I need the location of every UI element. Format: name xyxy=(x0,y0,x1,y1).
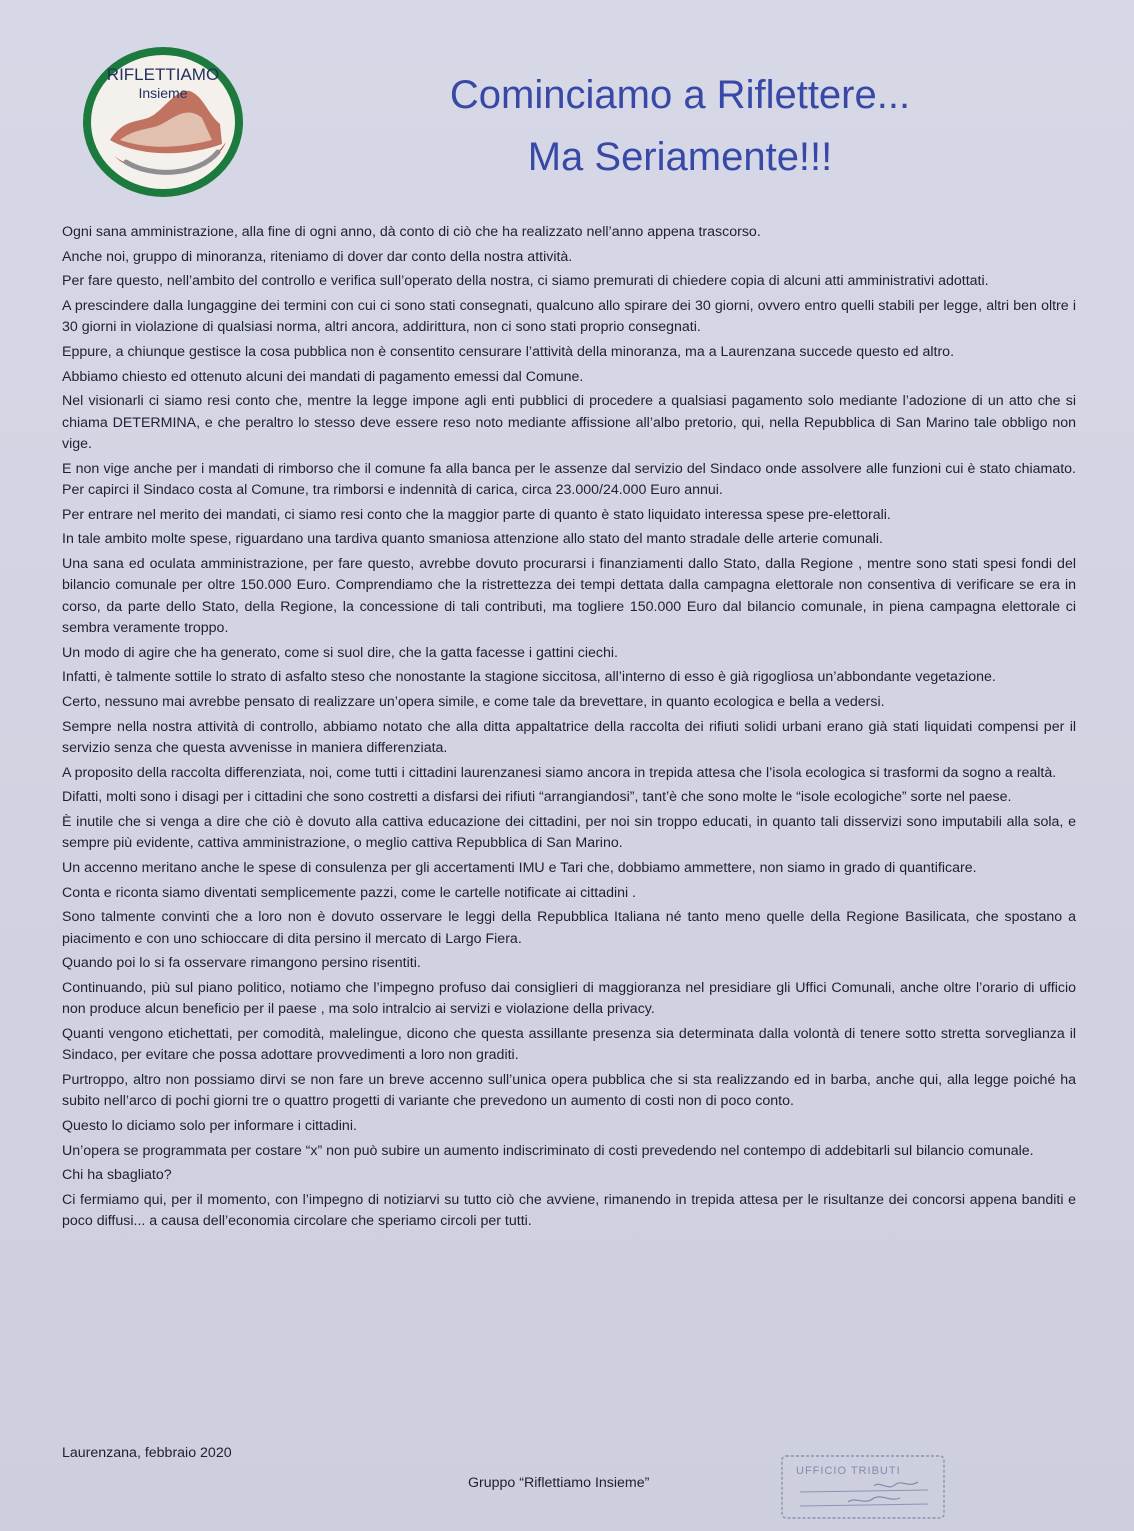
paragraph: In tale ambito molte spese, riguardano una tardiva quanto smaniosa attenzione allo stato del manto stradale delle arterie comunali. xyxy=(62,531,883,548)
logo-graphic xyxy=(80,44,246,200)
paragraph: Un modo di agire che ha generato, come si suol dire, che la gatta facesse i gattini ciechi. xyxy=(62,644,618,661)
paragraph: È inutile che si venga a dire che ciò è dovuto alla cattiva educazione dei cittadini, per noi sin troppo educati, in quanto tali disservizi sono imputabili alla sola, e sempre più evidente, cattiva amministrazione, o meglio cattiva Repubblica di San Marino. xyxy=(62,814,1076,852)
paragraph: Per entrare nel merito dei mandati, ci siamo resi conto che la maggior parte di quanto è stato liquidato interessa spese pre-elettorali. xyxy=(62,506,891,523)
place-date: Laurenzana, febbraio 2020 xyxy=(62,1445,232,1461)
paragraph: Quando poi lo si fa osservare rimangono persino risentiti. xyxy=(62,955,421,972)
paragraph: Continuando, più sul piano politico, notiamo che l’impegno profuso dai consiglieri di maggioranza nel presidiare gli Uffici Comunali, anche oltre l’orario di ufficio non produce alcun beneficio per il paese , ma solo intralcio ai servizi e violazione della privacy. xyxy=(62,980,1076,1018)
paragraph: E non vige anche per i mandati di rimborso che il comune fa alla banca per le assenze dal servizio del Sindaco onde assolvere alle funzioni cui è stato chiamato. Per capirci il Sindaco costa al Comune, tra rimborsi e indennità di carica, circa 23.000/24.000 Euro annui. xyxy=(62,460,1076,498)
paragraph: Anche noi, gruppo di minoranza, riteniamo di dover dar conto della nostra attività. xyxy=(62,248,573,265)
paragraph: Una sana ed oculata amministrazione, per fare questo, avrebbe dovuto procurarsi i finanziamenti dallo Stato, dalla Regione , mentre sono stati spesi fondi del bilancio comunale per oltre 150.000 Euro. Comprendiamo che la ristrettezza dei tempi dettata dalla campagna elettorale non consentiva di verificare se era in corso, da parte dello Stato, della Regione, la concessione di tali contributi, ma togliere 150.000 Euro dal bilancio comunale, in piena campagna elettorale ci sembra veramente troppo. xyxy=(62,556,1076,636)
paragraph: Infatti, è talmente sottile lo strato di asfalto steso che nonostante la stagione siccitosa, all’interno di esso è già rigogliosa un’abbondante vegetazione. xyxy=(62,669,996,686)
paragraph: Chi ha sbagliato? xyxy=(62,1167,172,1184)
paragraph: A prescindere dalla lungaggine dei termini con cui ci sono stati consegnati, qualcuno allo spirare dei 30 giorni, ovvero entro quelli stabili per legge, altri ben oltre i 30 giorni in violazione di qualsiasi norma, altri ancora, addirittura, non ci sono stati proprio consegnati. xyxy=(62,298,1076,336)
paragraph: A proposito della raccolta differenziata, noi, come tutti i cittadini laurenzanesi siamo ancora in trepida attesa che l’isola ecologica si trasformi da sogno a realtà. xyxy=(62,764,1057,781)
office-stamp xyxy=(778,1452,948,1524)
paragraph: Conta e riconta siamo diventati semplicemente pazzi, come le cartelle notificate ai cittadini . xyxy=(62,884,637,901)
logo-text-line1: RIFLETTIAMO xyxy=(106,65,220,84)
paragraph: Ci fermiamo qui, per il momento, con l’impegno di notiziarvi su tutto ciò che avviene, rimanendo in trepida attesa per le risultanze dei concorsi appena banditi e poco diffusi... a causa dell’economia circolare che speriamo circoli per tutti. xyxy=(62,1192,1076,1230)
paragraph: Per fare questo, nell’ambito del controllo e verifica sull’operato della nostra, ci siamo premurati di chiedere copia di alcuni atti amministrativi adottati. xyxy=(62,273,989,290)
title-line2: Ma Seriamente!!! xyxy=(527,135,833,179)
paragraph: Purtroppo, altro non possiamo dirvi se non fare un breve accenno sull’unica opera pubblica che si sta realizzando ed in barba, anche qui, alla legge poiché ha subito nell’arco di pochi giorni tre o quattro progetti di variante che prevedono un aumento di costi non di poco conto. xyxy=(62,1072,1076,1110)
title-line1: Cominciamo a Riflettere... xyxy=(449,73,911,117)
paragraph: Un accenno meritano anche le spese di consulenza per gli accertamenti IMU e Tari che, dobbiamo ammettere, non siamo in grado di quantificare. xyxy=(62,860,977,877)
paragraph: Eppure, a chiunque gestisce la cosa pubblica non è consentito censurare l’attività della minoranza, ma a Laurenzana succede questo ed altro. xyxy=(62,344,955,361)
paragraph: Un’opera se programmata per costare “x” non può subire un aumento indiscriminato di costi prevedendo nel contempo di addebitarli sul bilancio comunale. xyxy=(62,1142,1034,1159)
logo-text-line2: Insieme xyxy=(138,85,188,101)
paragraph: Nel visionarli ci siamo resi conto che, mentre la legge impone agli enti pubblici di procedere a qualsiasi pagamento solo mediante l’adozione di un atto che si chiama DETERMINA, e che peraltro lo stesso deve essere reso noto mediante affissione all’albo pretorio, qui, nella Repubblica di San Marino tale obbligo non vige. xyxy=(62,393,1076,453)
stamp-graphic xyxy=(778,1452,948,1524)
paragraph: Quanti vengono etichettati, per comodità, malelingue, dicono che questa assillante presenza sia determinata dalla volontà di tenere sotto stretta sorveglianza il Sindaco, per evitare che possa adottare provvedimenti a loro non graditi. xyxy=(62,1026,1076,1064)
paragraph: Difatti, molti sono i disagi per i cittadini che sono costretti a disfarsi dei rifiuti “arrangiandosi”, tant’è che sono molte le “isole ecologiche” sorte nel paese. xyxy=(62,789,1012,806)
signature: Gruppo “Riflettiamo Insieme” xyxy=(468,1475,650,1491)
paragraph: Questo lo diciamo solo per informare i cittadini. xyxy=(62,1118,357,1135)
paragraph: Ogni sana amministrazione, alla fine di ogni anno, dà conto di ciò che ha realizzato nell’anno appena trascorso. xyxy=(62,224,761,240)
riflettiamo-insieme-logo xyxy=(80,44,246,200)
paragraph: Sono talmente convinti che a loro non è dovuto osservare le leggi della Repubblica Italiana né tanto meno quelle della Regione Basilicata, che spostano a piacimento e con uno schioccare di dita persino il mercato di Largo Fiera. xyxy=(62,909,1076,947)
paragraph: Sempre nella nostra attività di controllo, abbiamo notato che alla ditta appaltatrice della raccolta dei rifiuti solidi urbani erano già stati liquidati compensi per il servizio senza che questa avvenisse in maniera differenziata. xyxy=(62,718,1076,756)
paragraph: Certo, nessuno mai avrebbe pensato di realizzare un’opera simile, e come tale da brevettare, in quanto ecologica e bella a vedersi. xyxy=(62,694,885,711)
body-text xyxy=(62,222,1076,1236)
stamp-text: UFFICIO TRIBUTI xyxy=(796,1465,901,1477)
paragraph: Abbiamo chiesto ed ottenuto alcuni dei mandati di pagamento emessi dal Comune. xyxy=(62,368,584,385)
